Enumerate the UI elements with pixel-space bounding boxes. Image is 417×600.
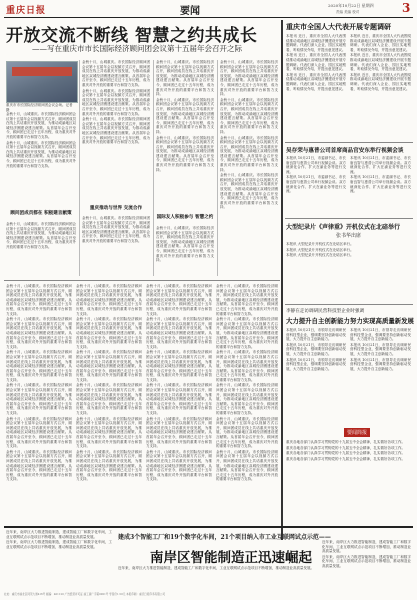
story-column <box>286 328 346 422</box>
article-text: 金秋十月，山城重庆。市长国际经济顾问团会议第十五届年会以视频方式召开，顾问团成员在线上共话重庆开放发展，为推动成渝地区双城经济圈建设建言献策。从首届年会召开至今，顾问团已走过十五年历程，成为重庆对外开放的重要平台和智力支持。 <box>82 60 150 87</box>
article-text: 金秋十月，山城重庆。市长国际经济顾问团会议第十五届年会以视频方式召开，顾问团成员在线上共话重庆开放发展，为推动成渝地区双城经济圈建设建言献策。从首届年会召开至今，顾问团已走过十五年历程，成为重庆对外开放的重要平台和智力支持。 <box>6 449 72 482</box>
story-separator <box>285 304 413 305</box>
brief-text: 重庆各地各部门认真学习贯彻党的十九届五中全会精神，扎实做好各项工作。 <box>286 456 405 461</box>
column-divider <box>153 60 154 276</box>
story-headline-1: 大力提升自主创新能力 <box>286 317 350 325</box>
story-text: 本报讯 10月21日，市领导走访调研民营科技型企业，强调要坚持创新驱动发展，大力提升自主创新能力。 <box>350 357 411 371</box>
main-subhead: ——写在重庆市市长国际经济顾问团会议第十五届年会召开之际 <box>32 44 242 53</box>
article-text: 金秋十月，山城重庆。市长国际经济顾问团会议第十五届年会以视频方式召开，顾问团成员在线上共话重庆开放发展，为推动成渝地区双城经济圈建设建言献策。从首届年会召开至今，顾问团已走过十五年历程，成为重庆对外开放的重要平台和智力支持。 <box>82 216 150 243</box>
article-text: 金秋十月，山城重庆。市长国际经济顾问团会议第十五届年会以视频方式召开，顾问团成员在线上共话重庆开放发展，为推动成渝地区双城经济圈建设建言献策。从首届年会召开至今，顾问团已走过十五年历程，成为重庆对外开放的重要平台和智力支持。 <box>220 173 278 210</box>
article-text: 金秋十月，山城重庆。市长国际经济顾问团会议第十五届年会以视频方式召开，顾问团成员在线上共话重庆开放发展，为推动成渝地区双城经济圈建设建言献策。从首届年会召开至今，顾问团已走过十五年历程，成为重庆对外开放的重要平台和智力支持。 <box>216 383 278 416</box>
article-text: 金秋十月，山城重庆。市长国际经济顾问团会议第十五届年会以视频方式召开，顾问团成员在线上共话重庆开放发展，为推动成渝地区双城经济圈建设建言献策。从首届年会召开至今，顾问团已走过十五年历程，成为重庆对外开放的重要平台和智力支持。 <box>216 284 278 316</box>
article-text: 金秋十月，山城重庆。市长国际经济顾问团会议第十五届年会以视频方式召开，顾问团成员在线上共话重庆开放发展，为推动成渝地区双城经济圈建设建言献策。从首届年会召开至今，顾问团已走过十五年历程，成为重庆对外开放的重要平台和智力支持。 <box>76 284 142 316</box>
bottom-story-text: 近年来，南岸区大力推进智能制造，建成智能工厂和数字化车间，工业互联网试点示范项目不断增加，推动制造业高质量发展。 <box>118 566 314 570</box>
article-text: 金秋十月，山城重庆。市长国际经济顾问团会议第十五届年会以视频方式召开，顾问团成员在线上共话重庆开放发展，为推动成渝地区双城经济圈建设建言献策。从首届年会召开至今，顾问团已走过十五年历程，成为重庆对外开放的重要平台和智力支持。 <box>6 140 76 168</box>
story-text: 本报讯 大型纪录片开机仪式在北碚区举行。 <box>286 253 354 258</box>
masthead-rule <box>4 17 413 18</box>
column-divider <box>79 60 80 276</box>
story-text: 本报讯 近日，重庆市全国人大代表围绕推动成渝地区双城经济圈建设开展专题调研。代表们深入企业、园区实地察看，听取情况介绍，并提出意见建议。 <box>350 53 411 72</box>
story-text: 本报讯 10月21日，市领导走访调研民营科技型企业，强调要坚持创新驱动发展，大力提升自主创新能力。 <box>350 328 411 342</box>
article-subheading: 重庆推动与世界 交流合作 <box>89 206 143 211</box>
article-text: 金秋十月，山城重庆。市长国际经济顾问团会议第十五届年会以视频方式召开，顾问团成员在线上共话重庆开放发展，为推动成渝地区双城经济圈建设建言献策。从首届年会召开至今，顾问团已走过十五年历程，成为重庆对外开放的重要平台和智力支持。 <box>6 383 72 416</box>
news-photo <box>6 61 78 103</box>
story-column <box>286 242 411 300</box>
bottom-story-text: 近年来，南岸区大力推进智能制造，建成智能工厂和数字化车间，工业互联网试点示范项目不断增加，推动制造业高质量发展。 <box>6 530 112 539</box>
bottom-story-column <box>6 530 112 588</box>
brief-text: 重庆各地各部门认真学习贯彻党的十九届五中全会精神，扎实做好各项工作。 <box>286 445 405 450</box>
bottom-story-headline: 南岸区智能制造正迅速崛起 <box>150 550 312 566</box>
article-text: 金秋十月，山城重庆。市长国际经济顾问团会议第十五届年会以视频方式召开，顾问团成员在线上共话重庆开放发展，为推动成渝地区双城经济圈建设建言献策。从首届年会召开至今，顾问团已走过十五年历程，成为重庆对外开放的重要平台和智力支持。 <box>6 112 76 139</box>
bottom-story-column <box>322 540 411 588</box>
article-text: 金秋十月，山城重庆。市长国际经济顾问团会议第十五届年会以视频方式召开，顾问团成员在线上共话重庆开放发展，为推动成渝地区双城经济圈建设建言献策。从首届年会召开至今，顾问团已走过十五年历程，成为重庆对外开放的重要平台和智力支持。 <box>216 350 278 382</box>
brief-text: 重庆各地各部门认真学习贯彻党的十九届五中全会精神，扎实做好各项工作。 <box>286 451 405 456</box>
article-column-1b <box>6 222 76 274</box>
story-text: 本报讯 近日，重庆市全国人大代表围绕推动成渝地区双城经济圈建设开展专题调研。代表们深入企业、园区实地察看，听取情况介绍，并提出意见建议。 <box>286 72 346 91</box>
article-column-3b <box>156 226 214 274</box>
article-column-8 <box>216 284 278 520</box>
article-column-2 <box>82 60 150 200</box>
story-headline-2: 努力实现高质量新发展 <box>350 317 414 325</box>
story-text: 本报讯 近日，重庆市全国人大代表围绕推动成渝地区双城经济圈建设开展专题调研。代表们深入企业、园区实地察看，听取情况介绍，并提出意见建议。 <box>286 53 346 72</box>
article-text: 金秋十月，山城重庆。市长国际经济顾问团会议第十五届年会以视频方式召开，顾问团成员在线上共话重庆开放发展，为推动成渝地区双城经济圈建设建言献策。从首届年会召开至今，顾问团已走过十五年历程，成为重庆对外开放的重要平台和智力支持。 <box>6 350 72 382</box>
article-column-3 <box>156 60 214 210</box>
article-text: 金秋十月，山城重庆。市长国际经济顾问团会议第十五届年会以视频方式召开，顾问团成员在线上共话重庆开放发展，为推动成渝地区双城经济圈建设建言献策。从首届年会召开至今，顾问团已走过十五年历程，成为重庆对外开放的重要平台和智力支持。 <box>146 449 212 482</box>
footer-info: 社址：重庆市渝北区同茂大道416号 邮编：401120 广告经营许可证 渝工商广字第0001号 零售价1.50元 本报印刷：重庆日报印务有限公司 <box>4 593 166 596</box>
article-column-1 <box>6 112 76 207</box>
story-text: 本报讯 近日，重庆市全国人大代表围绕推动成渝地区双城经济圈建设开展专题调研。代表们深入企业、园区实地察看，听取情况介绍，并提出意见建议。 <box>350 34 411 52</box>
article-column-6 <box>76 284 142 520</box>
article-text: 金秋十月，山城重庆。市长国际经济顾问团会议第十五届年会以视频方式召开，顾问团成员在线上共话重庆开放发展，为推动成渝地区双城经济圈建设建言献策。从首届年会召开至今，顾问团已走过十五年历程，成为重庆对外开放的重要平台和智力支持。 <box>76 416 142 449</box>
article-text: 金秋十月，山城重庆。市长国际经济顾问团会议第十五届年会以视频方式召开，顾问团成员在线上共话重庆开放发展，为推动成渝地区双城经济圈建设建言献策。从首届年会召开至今，顾问团已走过十五年历程，成为重庆对外开放的重要平台和智力支持。 <box>6 416 72 449</box>
section-title: 要闻 <box>180 6 200 17</box>
section-separator <box>4 280 280 281</box>
story-text: 本报讯 10月21日，市委副书记、市长唐良智与惠普公司举行视频会谈。双方就深化合作、扩大在渝业务等进行交流。 <box>350 175 411 194</box>
article-text: 金秋十月，山城重庆。市长国际经济顾问团会议第十五届年会以视频方式召开，顾问团成员在线上共话重庆开放发展，为推动成渝地区双城经济圈建设建言献策。从首届年会召开至今，顾问团已走过十五年历程，成为重庆对外开放的重要平台和智力支持。 <box>82 88 150 116</box>
article-text: 金秋十月，山城重庆。市长国际经济顾问团会议第十五届年会以视频方式召开，顾问团成员在线上共话重庆开放发展，为推动成渝地区双城经济圈建设建言献策。从首届年会召开至今，顾问团已走过十五年历程，成为重庆对外开放的重要平台和智力支持。 <box>156 97 214 134</box>
article-column-5 <box>6 284 72 520</box>
story-text: 本报讯 10月21日，市委副书记、市长唐良智与惠普公司举行视频会谈。双方就深化合作、扩大在渝业务等进行交流。 <box>350 156 411 174</box>
article-text: 金秋十月，山城重庆。市长国际经济顾问团会议第十五届年会以视频方式召开，顾问团成员在线上共话重庆开放发展，为推动成渝地区双城经济圈建设建言献策。从首届年会召开至今，顾问团已走过十五年历程，成为重庆对外开放的重要平台和智力支持。 <box>6 284 72 316</box>
article-subheading: 顾问团成员都在 积极建言献策 <box>10 211 72 216</box>
story-column <box>350 156 411 214</box>
story-headline: 吴存荣与惠普公司首席商品官安东举行视频会谈 <box>286 148 404 154</box>
article-column-7 <box>146 284 212 520</box>
article-text: 金秋十月，山城重庆。市长国际经济顾问团会议第十五届年会以视频方式召开，顾问团成员在线上共话重庆开放发展，为推动成渝地区双城经济圈建设建言献策。从首届年会召开至今，顾问团已走过十五年历程，成为重庆对外开放的重要平台和智力支持。 <box>216 449 278 482</box>
story-text: 本报讯 10月21日，市领导走访调研民营科技型企业，强调要坚持创新驱动发展，大力提升自主创新能力。 <box>286 342 346 356</box>
story-text: 本报讯 大型纪录片开机仪式在北碚区举行。 <box>286 242 354 246</box>
article-text: 金秋十月，山城重庆。市长国际经济顾问团会议第十五届年会以视频方式召开，顾问团成员在线上共话重庆开放发展，为推动成渝地区双城经济圈建设建言献策。从首届年会召开至今，顾问团已走过十五年历程，成为重庆对外开放的重要平台和智力支持。 <box>146 284 212 316</box>
story-text: 本报讯 近日，重庆市全国人大代表围绕推动成渝地区双城经济圈建设开展专题调研。代表们深入企业、园区实地察看，听取情况介绍，并提出意见建议。 <box>286 34 346 52</box>
article-text: 金秋十月，山城重庆。市长国际经济顾问团会议第十五届年会以视频方式召开，顾问团成员在线上共话重庆开放发展，为推动成渝地区双城经济圈建设建言献策。从首届年会召开至今，顾问团已走过十五年历程，成为重庆对外开放的重要平台和智力支持。 <box>156 135 214 172</box>
story-headline: 重庆市全国人大代表开展专题调研 <box>286 22 391 31</box>
news-briefs-column <box>286 440 411 536</box>
bottom-story-text: 近年来，南岸区大力推进智能制造，建成智能工厂和数字化车间，工业互联网试点示范项目不断增加，推动制造业高质量发展。 <box>322 540 411 554</box>
bottom-story-text: 近年来，南岸区大力推进智能制造，建成智能工厂和数字化车间，工业互联网试点示范项目不断增加，推动制造业高质量发展。 <box>322 554 411 568</box>
page-number: 3 <box>402 1 411 15</box>
news-briefs-tag: 要闻简报 <box>344 428 370 437</box>
story-column <box>286 34 346 138</box>
article-text: 金秋十月，山城重庆。市长国际经济顾问团会议第十五届年会以视频方式召开，顾问团成员在线上共话重庆开放发展，为推动成渝地区双城经济圈建设建言献策。从首届年会召开至今，顾问团已走过十五年历程，成为重庆对外开放的重要平台和智力支持。 <box>156 226 214 263</box>
article-text: 金秋十月，山城重庆。市长国际经济顾问团会议第十五届年会以视频方式召开，顾问团成员在线上共话重庆开放发展，为推动成渝地区双城经济圈建设建言献策。从首届年会召开至今，顾问团已走过十五年历程，成为重庆对外开放的重要平台和智力支持。 <box>6 222 76 249</box>
masthead-logo: 重庆日报 <box>6 6 47 16</box>
right-column-divider <box>281 20 283 540</box>
article-text: 金秋十月，山城重庆。市长国际经济顾问团会议第十五届年会以视频方式召开，顾问团成员在线上共话重庆开放发展，为推动成渝地区双城经济圈建设建言献策。从首届年会召开至今，顾问团已走过十五年历程，成为重庆对外开放的重要平台和智力支持。 <box>146 350 212 382</box>
story-text: 本报讯 10月21日，市委副书记、市长唐良智与惠普公司举行视频会谈。双方就深化合作、扩大在渝业务等进行交流。 <box>286 175 346 194</box>
bottom-story-rule <box>4 526 413 528</box>
article-text: 金秋十月，山城重庆。市长国际经济顾问团会议第十五届年会以视频方式召开，顾问团成员在线上共话重庆开放发展，为推动成渝地区双城经济圈建设建言献策。从首届年会召开至今，顾问团已走过十五年历程，成为重庆对外开放的重要平台和智力支持。 <box>146 383 212 416</box>
article-text: 金秋十月，山城重庆。市长国际经济顾问团会议第十五届年会以视频方式召开，顾问团成员在线上共话重庆开放发展，为推动成渝地区双城经济圈建设建言献策。从首届年会召开至今，顾问团已走过十五年历程，成为重庆对外开放的重要平台和智力支持。 <box>76 317 142 349</box>
article-text: 金秋十月，山城重庆。市长国际经济顾问团会议第十五届年会以视频方式召开，顾问团成员在线上共话重庆开放发展，为推动成渝地区双城经济圈建设建言献策。从首届年会召开至今，顾问团已走过十五年历程，成为重庆对外开放的重要平台和智力支持。 <box>76 350 142 382</box>
article-text: 金秋十月，山城重庆。市长国际经济顾问团会议第十五届年会以视频方式召开，顾问团成员在线上共话重庆开放发展，为推动成渝地区双城经济圈建设建言献策。从首届年会召开至今，顾问团已走过十五年历程，成为重庆对外开放的重要平台和智力支持。 <box>220 135 278 172</box>
story-separator <box>285 218 413 219</box>
main-headline: 开放交流不断线 智慧之约共成长 <box>6 26 258 46</box>
article-text: 金秋十月，山城重庆。市长国际经济顾问团会议第十五届年会以视频方式召开，顾问团成员在线上共话重庆开放发展，为推动成渝地区双城经济圈建设建言献策。从首届年会召开至今，顾问团已走过十五年历程，成为重庆对外开放的重要平台和智力支持。 <box>6 317 72 349</box>
article-text: 金秋十月，山城重庆。市长国际经济顾问团会议第十五届年会以视频方式召开，顾问团成员在线上共话重庆开放发展，为推动成渝地区双城经济圈建设建言献策。从首届年会召开至今，顾问团已走过十五年历程，成为重庆对外开放的重要平台和智力支持。 <box>156 60 214 97</box>
photo-caption: 重庆市市长国际经济顾问团会议会场。记者 摄 <box>6 103 73 112</box>
bottom-story-text: 近年来，南岸区大力推进智能制造，建成智能工厂和数字化车间，工业互联网试点示范项目不断增加，推动制造业高质量发展。 <box>6 540 112 549</box>
article-text: 金秋十月，山城重庆。市长国际经济顾问团会议第十五届年会以视频方式召开，顾问团成员在线上共话重庆开放发展，为推动成渝地区双城经济圈建设建言献策。从首届年会召开至今，顾问团已走过十五年历程，成为重庆对外开放的重要平台和智力支持。 <box>220 60 278 97</box>
editor-credits: 责编 美编 校对 <box>336 10 360 14</box>
article-text: 金秋十月，山城重庆。市长国际经济顾问团会议第十五届年会以视频方式召开，顾问团成员在线上共话重庆开放发展，为推动成渝地区双城经济圈建设建言献策。从首届年会召开至今，顾问团已走过十五年历程，成为重庆对外开放的重要平台和智力支持。 <box>82 117 150 145</box>
photo-banner <box>12 67 72 76</box>
article-text: 金秋十月，山城重庆。市长国际经济顾问团会议第十五届年会以视频方式召开，顾问团成员在线上共话重庆开放发展，为推动成渝地区双城经济圈建设建言献策。从首届年会召开至今，顾问团已走过十五年历程，成为重庆对外开放的重要平台和智力支持。 <box>216 416 278 449</box>
story-text: 本报讯 10月21日，市领导走访调研民营科技型企业，强调要坚持创新驱动发展，大力提升自主创新能力。 <box>286 328 346 342</box>
article-text: 金秋十月，山城重庆。市长国际经济顾问团会议第十五届年会以视频方式召开，顾问团成员在线上共话重庆开放发展，为推动成渝地区双城经济圈建设建言献策。从首届年会召开至今，顾问团已走过十五年历程，成为重庆对外开放的重要平台和智力支持。 <box>146 416 212 449</box>
issue-date: 2020年10月22日 星期四 <box>328 3 374 8</box>
story-headline: 大型纪录片《声律重》开机仪式在北碚举行 <box>286 224 401 231</box>
article-text: 金秋十月，山城重庆。市长国际经济顾问团会议第十五届年会以视频方式召开，顾问团成员在线上共话重庆开放发展，为推动成渝地区双城经济圈建设建言献策。从首届年会召开至今，顾问团已走过十五年历程，成为重庆对外开放的重要平台和智力支持。 <box>76 383 142 416</box>
article-column-2b <box>82 216 150 274</box>
article-column-4 <box>220 60 278 274</box>
article-text: 金秋十月，山城重庆。市长国际经济顾问团会议第十五届年会以视频方式召开，顾问团成员在线上共话重庆开放发展，为推动成渝地区双城经济圈建设建言献策。从首届年会召开至今，顾问团已走过十五年历程，成为重庆对外开放的重要平台和智力支持。 <box>146 317 212 349</box>
story-column <box>286 156 346 214</box>
column-divider <box>217 60 218 276</box>
article-text: 金秋十月，山城重庆。市长国际经济顾问团会议第十五届年会以视频方式召开，顾问团成员在线上共话重庆开放发展，为推动成渝地区双城经济圈建设建言献策。从首届年会召开至今，顾问团已走过十五年历程，成为重庆对外开放的重要平台和智力支持。 <box>76 449 142 482</box>
story-column <box>350 328 411 422</box>
article-text: 金秋十月，山城重庆。市长国际经济顾问团会议第十五届年会以视频方式召开，顾问团成员在线上共话重庆开放发展，为推动成渝地区双城经济圈建设建言献策。从首届年会召开至今，顾问团已走过十五年历程，成为重庆对外开放的重要平台和智力支持。 <box>216 317 278 349</box>
story-text: 本报讯 大型纪录片开机仪式在北碚区举行。 <box>286 247 354 252</box>
story-text: 本报讯 近日，重庆市全国人大代表围绕推动成渝地区双城经济圈建设开展专题调研。代表们深入企业、园区实地察看，听取情况介绍，并提出意见建议。 <box>350 72 411 91</box>
story-text: 本报讯 10月21日，市委副书记、市长唐良智与惠普公司举行视频会谈。双方就深化合作、扩大在渝业务等进行交流。 <box>286 156 346 174</box>
story-subtitle: 张书华出席 <box>336 233 362 239</box>
bottom-story-column <box>118 566 318 588</box>
story-kicker: 李静在走访调研民营科技型企业时强调 <box>286 309 365 314</box>
story-text: 本报讯 10月21日，市领导走访调研民营科技型企业，强调要坚持创新驱动发展，大力提升自主创新能力。 <box>286 357 346 371</box>
bottom-story-kicker: 建成3个智能工厂和19个数字化车间，21个项目纳入市工业互联网试点示范—— <box>118 534 331 541</box>
brief-text: 重庆各地各部门认真学习贯彻党的十九届五中全会精神，扎实做好各项工作。 <box>286 440 405 444</box>
article-text: 金秋十月，山城重庆。市长国际经济顾问团会议第十五届年会以视频方式召开，顾问团成员在线上共话重庆开放发展，为推动成渝地区双城经济圈建设建言献策。从首届年会召开至今，顾问团已走过十五年历程，成为重庆对外开放的重要平台和智力支持。 <box>220 97 278 134</box>
story-text: 本报讯 10月21日，市领导走访调研民营科技型企业，强调要坚持创新驱动发展，大力提升自主创新能力。 <box>350 342 411 356</box>
story-separator <box>285 142 413 143</box>
article-subheading: 国际友人积极参与 智慧之约 <box>156 215 214 220</box>
story-column <box>350 34 411 138</box>
